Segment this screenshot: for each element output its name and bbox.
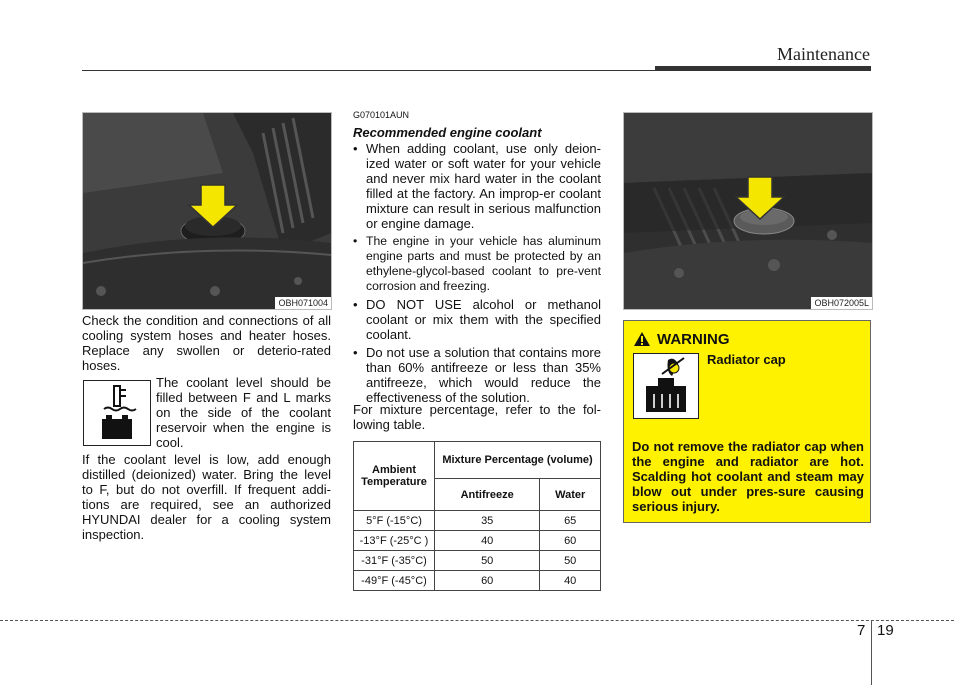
cell-temp: 5°F (-15°C) bbox=[354, 511, 435, 531]
radiator-hand-icon bbox=[634, 354, 698, 418]
photo-caption-left: OBH071004 bbox=[275, 297, 331, 309]
level-paragraph: The coolant level should be filled between F and L marks on the side of the coolant reservoir when the engine is cool. bbox=[156, 375, 331, 450]
cell-temp: -49°F (-45°C) bbox=[354, 571, 435, 591]
mixture-table bbox=[353, 441, 601, 591]
engine-photo-right bbox=[623, 112, 873, 310]
chapter-number: 7 bbox=[857, 622, 866, 639]
intro-paragraph: Check the condition and connections of all cooling system hoses and heater hoses. Replace any swollen or deterio-rated hoses. bbox=[82, 313, 331, 373]
header-bar bbox=[655, 66, 871, 71]
warning-text: Do not remove the radiator cap when the engine and radiator are hot. Scalding hot coolant and steam may blow out under pres-sure causing serious injury. bbox=[632, 439, 864, 514]
header-water: Water bbox=[540, 479, 601, 511]
bullet-item: • The engine in your vehicle has aluminum engine parts and must be protected by an ethylene-glycol-based coolant to pre-vent corrosion and freezing. bbox=[353, 234, 601, 294]
cell-water: 40 bbox=[540, 571, 601, 591]
low-level-paragraph: If the coolant level is low, add enough distilled (deionized) water. Bring the level to F, but do not overfill. If frequent addi-tions are required, see an authorized HYUNDAI dealer for a cooling system inspection. bbox=[82, 452, 331, 542]
cell-antifreeze: 35 bbox=[435, 511, 540, 531]
header-ambient-temperature: Ambient Temperature bbox=[354, 442, 435, 511]
coolant-bullet-list bbox=[353, 141, 601, 408]
cell-antifreeze: 60 bbox=[435, 571, 540, 591]
page-number: 19 bbox=[877, 622, 894, 639]
cell-antifreeze: 40 bbox=[435, 531, 540, 551]
header-mixture-percentage: Mixture Percentage (volume) bbox=[435, 442, 601, 479]
radiator-cap-warning-icon bbox=[633, 353, 699, 419]
table-row bbox=[354, 571, 601, 591]
table-row bbox=[354, 511, 601, 531]
bullet-item: • Do not use a solution that contains more than 60% antifreeze or less than 35% antifreeze, which would reduce the effectiveness of the solution. bbox=[353, 345, 601, 405]
warning-title: WARNING bbox=[657, 331, 730, 348]
cell-temp: -31°F (-35°C) bbox=[354, 551, 435, 571]
warning-box bbox=[623, 320, 871, 523]
engine-photo-left bbox=[82, 112, 332, 310]
bullet-item: • DO NOT USE alcohol or methanol coolant or mix them with the specified coolant. bbox=[353, 297, 601, 342]
cell-antifreeze: 50 bbox=[435, 551, 540, 571]
coolant-temperature-icon bbox=[84, 381, 150, 445]
header-antifreeze: Antifreeze bbox=[435, 479, 540, 511]
footer-divider bbox=[871, 620, 872, 685]
table-row bbox=[354, 551, 601, 571]
table-row bbox=[354, 531, 601, 551]
section-title: Maintenance bbox=[777, 44, 870, 64]
warning-subtitle: Radiator cap bbox=[707, 352, 786, 367]
cell-water: 50 bbox=[540, 551, 601, 571]
engine-bay-illustration bbox=[83, 113, 331, 309]
section-code: G070101AUN bbox=[353, 110, 410, 120]
photo-caption-right: OBH072005L bbox=[811, 297, 872, 309]
warning-icon bbox=[633, 331, 651, 352]
radiator-cap-illustration bbox=[624, 113, 872, 309]
section-heading: Recommended engine coolant bbox=[353, 125, 542, 140]
footer-dashed-rule bbox=[0, 620, 954, 621]
mixture-note: For mixture percentage, refer to the fol-lowing table. bbox=[353, 402, 601, 432]
bullet-item: • When adding coolant, use only deion-ized water or soft water for your vehicle and never mix hard water in the coolant filled at the factory. An improp-er coolant mixture can result in serious malfunction or engine damage. bbox=[353, 141, 601, 231]
cell-water: 60 bbox=[540, 531, 601, 551]
cell-temp: -13°F (-25°C ) bbox=[354, 531, 435, 551]
coolant-level-icon bbox=[83, 380, 151, 446]
cell-water: 65 bbox=[540, 511, 601, 531]
